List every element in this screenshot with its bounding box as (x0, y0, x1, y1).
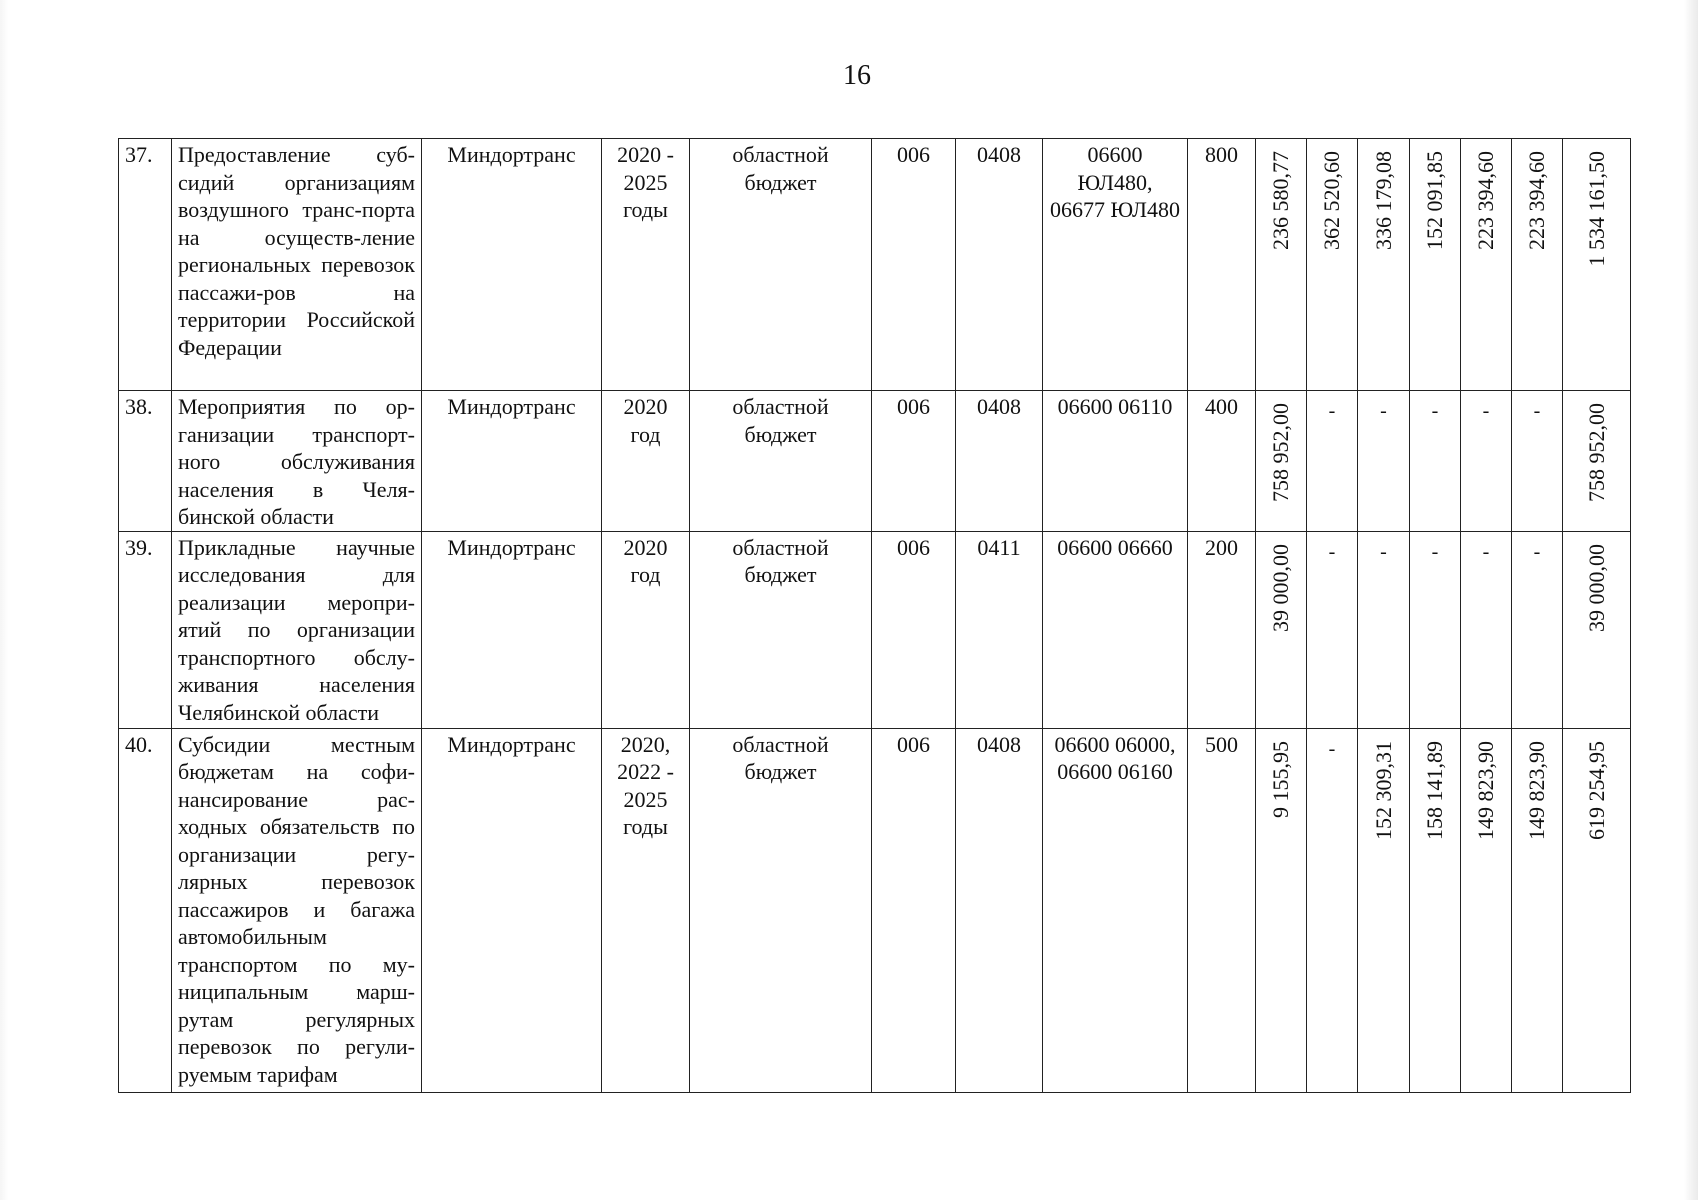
amount-value: 223 394,60 (1473, 151, 1498, 250)
year-amount-cell (1358, 531, 1410, 728)
year-amount-cell (1256, 139, 1307, 391)
period-cell: 2020, 2022 - 2025 годы (602, 728, 690, 1092)
amount-value: - (1380, 400, 1387, 422)
year-amount-cell (1410, 728, 1461, 1092)
table-row (119, 728, 1631, 1092)
amount-value: 152 309,31 (1370, 740, 1396, 840)
year-amount-cell (1461, 139, 1512, 391)
year-amount-cell (1512, 391, 1563, 532)
table-row (119, 531, 1631, 728)
amount-value: 149 823,90 (1473, 740, 1498, 840)
year-amount-cell (1307, 391, 1358, 532)
target-article-cell: 06600 06000, 06600 06160 (1043, 728, 1188, 1092)
amount-value: 152 091,85 (1422, 151, 1447, 250)
amount-value: - (1431, 400, 1439, 422)
amount-value: 336 179,08 (1370, 151, 1396, 250)
amount-value: 1 534 161,50 (1583, 151, 1609, 267)
grbs-code-cell: 006 (872, 139, 956, 391)
year-amount-cell (1410, 531, 1461, 728)
year-amount-cell (1358, 139, 1410, 391)
expense-type-cell: 400 (1188, 391, 1256, 532)
amount-value: 9 155,95 (1268, 740, 1293, 818)
year-amount-cell (1512, 531, 1563, 728)
amount-value: - (1328, 737, 1336, 760)
executor-cell: Миндортранс (422, 531, 602, 728)
year-amount-cell (1410, 139, 1461, 391)
scan-edge-left (0, 0, 8, 1200)
year-amount-cell (1410, 391, 1461, 532)
year-amount-cell (1461, 531, 1512, 728)
target-article-cell: 06600 ЮЛ480, 06677 ЮЛ480 (1043, 139, 1188, 391)
funding-source-cell: областной бюджет (690, 391, 872, 532)
row-number-cell: 37. (119, 139, 172, 391)
year-amount-cell (1256, 728, 1307, 1092)
amount-value: 223 394,60 (1524, 151, 1549, 250)
funding-source-cell: областной бюджет (690, 728, 872, 1092)
year-amount-cell (1256, 391, 1307, 532)
section-code-cell: 0411 (956, 531, 1043, 728)
table-row (119, 139, 1631, 391)
year-amount-cell (1307, 139, 1358, 391)
year-amount-cell (1307, 728, 1358, 1092)
amount-value: 758 952,00 (1268, 403, 1293, 502)
target-article-cell: 06600 06110 (1043, 391, 1188, 532)
amount-value: 236 580,77 (1268, 151, 1293, 250)
table-row (119, 391, 1631, 532)
scan-edge-right (1684, 0, 1698, 1200)
section-code-cell: 0408 (956, 391, 1043, 532)
total-amount-cell (1563, 139, 1631, 391)
section-code-cell: 0408 (956, 728, 1043, 1092)
period-cell: 2020 - 2025 годы (602, 139, 690, 391)
executor-cell: Миндортранс (422, 728, 602, 1092)
amount-value: 362 520,60 (1319, 151, 1344, 250)
period-cell: 2020 год (602, 531, 690, 728)
budget-table (118, 138, 1631, 1093)
year-amount-cell (1512, 728, 1563, 1092)
year-amount-cell (1358, 728, 1410, 1092)
measure-name-cell: Прикладные научные исследования для реализации меропри-ятий по организации транспортного обслу-живания населения Челябинской области (172, 531, 422, 728)
year-amount-cell (1358, 391, 1410, 532)
amount-value: - (1482, 400, 1490, 422)
section-code-cell: 0408 (956, 139, 1043, 391)
amount-value: - (1380, 540, 1387, 563)
total-amount-cell (1563, 531, 1631, 728)
year-amount-cell (1512, 139, 1563, 391)
amount-value: 39 000,00 (1583, 543, 1609, 632)
year-amount-cell (1461, 391, 1512, 532)
period-cell: 2020 год (602, 391, 690, 532)
year-amount-cell (1307, 531, 1358, 728)
grbs-code-cell: 006 (872, 391, 956, 532)
row-number-cell: 38. (119, 391, 172, 532)
total-amount-cell (1563, 728, 1631, 1092)
amount-value: - (1533, 540, 1541, 563)
row-number-cell: 40. (119, 728, 172, 1092)
page-number: 16 (843, 60, 871, 91)
expense-type-cell: 200 (1188, 531, 1256, 728)
grbs-code-cell: 006 (872, 531, 956, 728)
year-amount-cell (1256, 531, 1307, 728)
amount-value: 39 000,00 (1268, 543, 1293, 632)
amount-value: 758 952,00 (1583, 403, 1609, 502)
funding-source-cell: областной бюджет (690, 531, 872, 728)
total-amount-cell (1563, 391, 1631, 532)
measure-name-cell: Субсидии местным бюджетам на софи-нансирование рас-ходных обязательств по организации регу-лярных перевозок пассажиров и багажа автомобильным транспортом по му-ниципальным марш-рутам регулярных перевозок по регули-руемым тарифам (172, 728, 422, 1092)
row-number-cell: 39. (119, 531, 172, 728)
amount-value: 619 254,95 (1583, 740, 1609, 840)
expense-type-cell: 500 (1188, 728, 1256, 1092)
target-article-cell: 06600 06660 (1043, 531, 1188, 728)
measure-name-cell: Мероприятия по ор-ганизации транспорт-ного обслуживания населения в Челя-бинской области (172, 391, 422, 532)
grbs-code-cell: 006 (872, 728, 956, 1092)
measure-name-cell: Предоставление суб-сидий организациям воздушного транс-порта на осуществ-ление региональных перевозок пассажи-ров на территории Российской Федерации (172, 139, 422, 391)
expense-type-cell: 800 (1188, 139, 1256, 391)
amount-value: 158 141,89 (1422, 740, 1447, 840)
amount-value: - (1431, 540, 1439, 563)
funding-source-cell: областной бюджет (690, 139, 872, 391)
amount-value: - (1533, 400, 1541, 422)
amount-value: - (1482, 540, 1490, 563)
year-amount-cell (1461, 728, 1512, 1092)
executor-cell: Миндортранс (422, 391, 602, 532)
executor-cell: Миндортранс (422, 139, 602, 391)
amount-value: - (1328, 540, 1336, 563)
amount-value: 149 823,90 (1524, 740, 1549, 840)
amount-value: - (1328, 400, 1336, 422)
